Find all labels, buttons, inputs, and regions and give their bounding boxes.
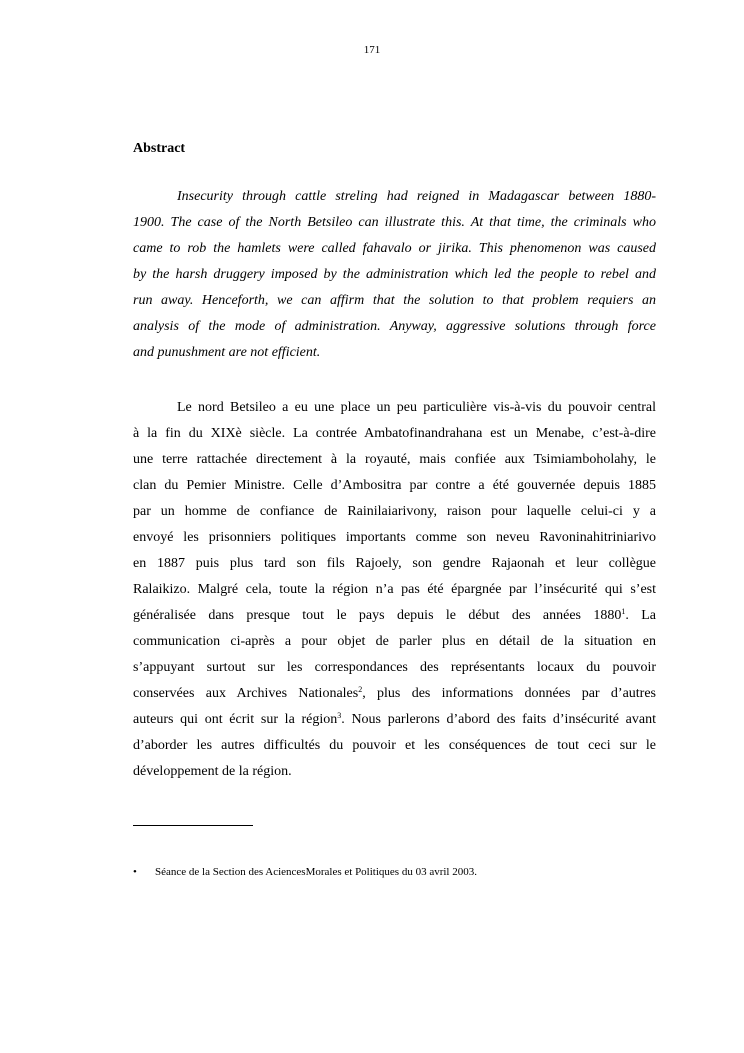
body-line: communication ci-après a pour objet de parler plus en détail de la situation en (133, 634, 656, 649)
footnote-ref-1[interactable]: 1 (621, 607, 626, 616)
footnote-ref-3[interactable]: 3 (337, 711, 342, 720)
body-line: une terre rattachée directement à la royauté, mais confiée aux Tsimiamboholahy, le (133, 452, 656, 467)
body-line: Le nord Betsileo a eu une place un peu particulière vis-à-vis du pouvoir central (177, 400, 656, 415)
footnote-separator (133, 825, 253, 826)
body-line (133, 681, 656, 707)
body-line: en 1887 puis plus tard son fils Rajoely, son gendre Rajaonah et leur collègue (133, 556, 656, 571)
abstract-heading: Abstract (133, 141, 186, 156)
body-line: à la fin du XIXè siècle. La contrée Ambatofinandrahana est un Menabe, c’est-à-dire (133, 426, 656, 441)
abstract-line: 1900. The case of the North Betsileo can illustrate this. At that time, the criminals who (133, 215, 656, 230)
abstract-line: run away. Henceforth, we can affirm that the solution to that problem requiers an (133, 293, 656, 308)
body-line-text: . La (625, 608, 657, 623)
body-line: envoyé les prisonniers politiques importants comme son neveu Ravoninahitriniarivo (133, 530, 656, 545)
abstract-line: analysis of the mode of administration. Anyway, aggressive solutions through force (133, 319, 656, 334)
abstract-line: came to rob the hamlets were called fahavalo or jirika. This phenomenon was caused (133, 241, 656, 256)
body-line (133, 707, 656, 733)
body-line: par un homme de confiance de Rainilaiarivony, raison pour laquelle celui-ci y a (133, 504, 656, 519)
abstract-line: and punushment are not efficient. (133, 345, 321, 360)
body-line-text: , plus des informations données par d’autres (362, 686, 657, 701)
bullet-icon: • (133, 866, 137, 878)
footnote-ref-2[interactable]: 2 (358, 685, 363, 694)
body-line: Ralaikizo. Malgré cela, toute la région n’a pas été épargnée par l’insécurité qui s’est (133, 582, 656, 597)
body-line: développement de la région. (133, 764, 292, 779)
abstract-line: by the harsh druggery imposed by the administration which led the people to rebel and (133, 267, 656, 282)
abstract-line: Insecurity through cattle streling had reigned in Madagascar between 1880- (177, 189, 656, 204)
body-paragraph (133, 395, 656, 785)
page-number: 171 (363, 44, 381, 56)
footnote (133, 865, 656, 879)
body-line-text: conservées aux Archives Nationales (133, 686, 359, 701)
body-line-text: auteurs qui ont écrit sur la région (133, 712, 338, 727)
body-line-text: . Nous parlerons d’abord des faits d’insécurité avant (341, 712, 656, 727)
body-line (133, 603, 656, 629)
body-line: s’appuyant surtout sur les correspondances des représentants locaux du pouvoir (133, 660, 656, 675)
footnote-text: Séance de la Section des AciencesMorales et Politiques du 03 avril 2003. (155, 866, 477, 878)
body-line: d’aborder les autres difficultés du pouvoir et les conséquences de tout ceci sur le (133, 738, 656, 753)
body-line-text: généralisée dans presque tout le pays depuis le début des années 1880 (133, 608, 622, 623)
body-line: clan du Pemier Ministre. Celle d’Ambositra par contre a été gouvernée depuis 1885 (133, 478, 656, 493)
abstract-paragraph (133, 184, 656, 366)
